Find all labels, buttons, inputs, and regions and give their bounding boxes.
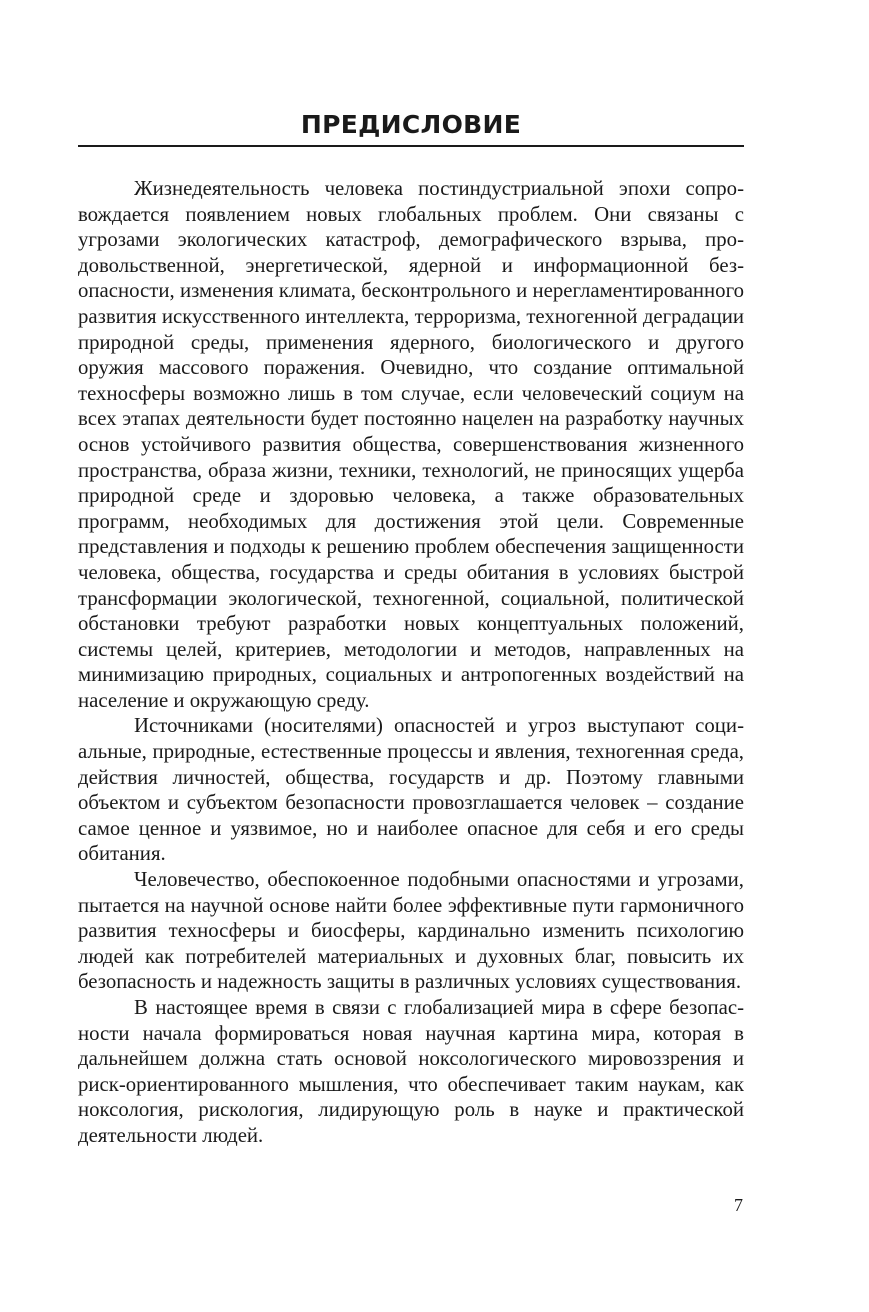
paragraph: В настоящее время в связи с глобализацией мира в сфере безопасности начала формироваться новая научная картина мира, которая в дальнейшем должна стать основой ноксологического мировоззрения и риск-ориентированного мышления, что обеспечивает таким наукам, как ноксология, рискология, лидирующую роль в науке и практической деятельности людей. [78,996,744,1147]
paragraph: Человечество, обеспокоенное подобными опасностями и угрозами, пытается на научной основе найти более эффективные пути гармоничного развития техносферы и биосферы, кардинально изменить психологию людей как потребителей материальных и духовных благ, повысить их безопасность и надежность защиты в различных условиях существования. [78,868,744,994]
chapter-heading: ПРЕДИСЛОВИЕ [300,110,522,139]
page-number: 7 [734,1195,743,1215]
preface-body [78,176,744,1149]
paragraph: Жизнедеятельность человека постиндустриальной эпохи сопровождается появлением новых глобальных проблем. Они связаны с угрозами экологических катастроф, демографического взрыва, продовольственной, энергетической, ядерной и информационной безопасности, изменения климата, бесконтрольного и нерегламентированного развития искусственного интеллекта, терроризма, техногенной деградации природной среды, применения ядерного, биологического и другого оружия массового поражения. Очевидно, что создание оптимальной техносферы возможно лишь в том случае, если человеческий социум на всех этапах деятельности будет постоянно нацелен на разработку научных основ устойчивого развития общества, совершенствования жизненного пространства, образа жизни, техники, технологий, не приносящих ущерба природной среде и здоровью человека, а также образовательных программ, необходимых для достижения этой цели. Современные представления и подходы к решению проблем обеспечения защищенности человека, общества, государства и среды обитания в условиях быстрой трансформации экологической, техногенной, социальной, политической обстановки требуют разработки новых концептуальных положений, системы целей, критериев, методологии и методов, направленных на минимизацию природных, социальных и антропогенных воздействий на население и окружающую среду. [78,177,744,712]
heading-underline [78,145,744,147]
paragraph: Источниками (носителями) опасностей и угроз выступают социальные, природные, естественные процессы и явления, техногенная среда, действия личностей, общества, государств и др. Поэтому главными объектом и субъектом безопасности провозглашается человек – создание самое ценное и уязвимое, но и наиболее опасное для себя и его среды обитания. [78,714,744,866]
